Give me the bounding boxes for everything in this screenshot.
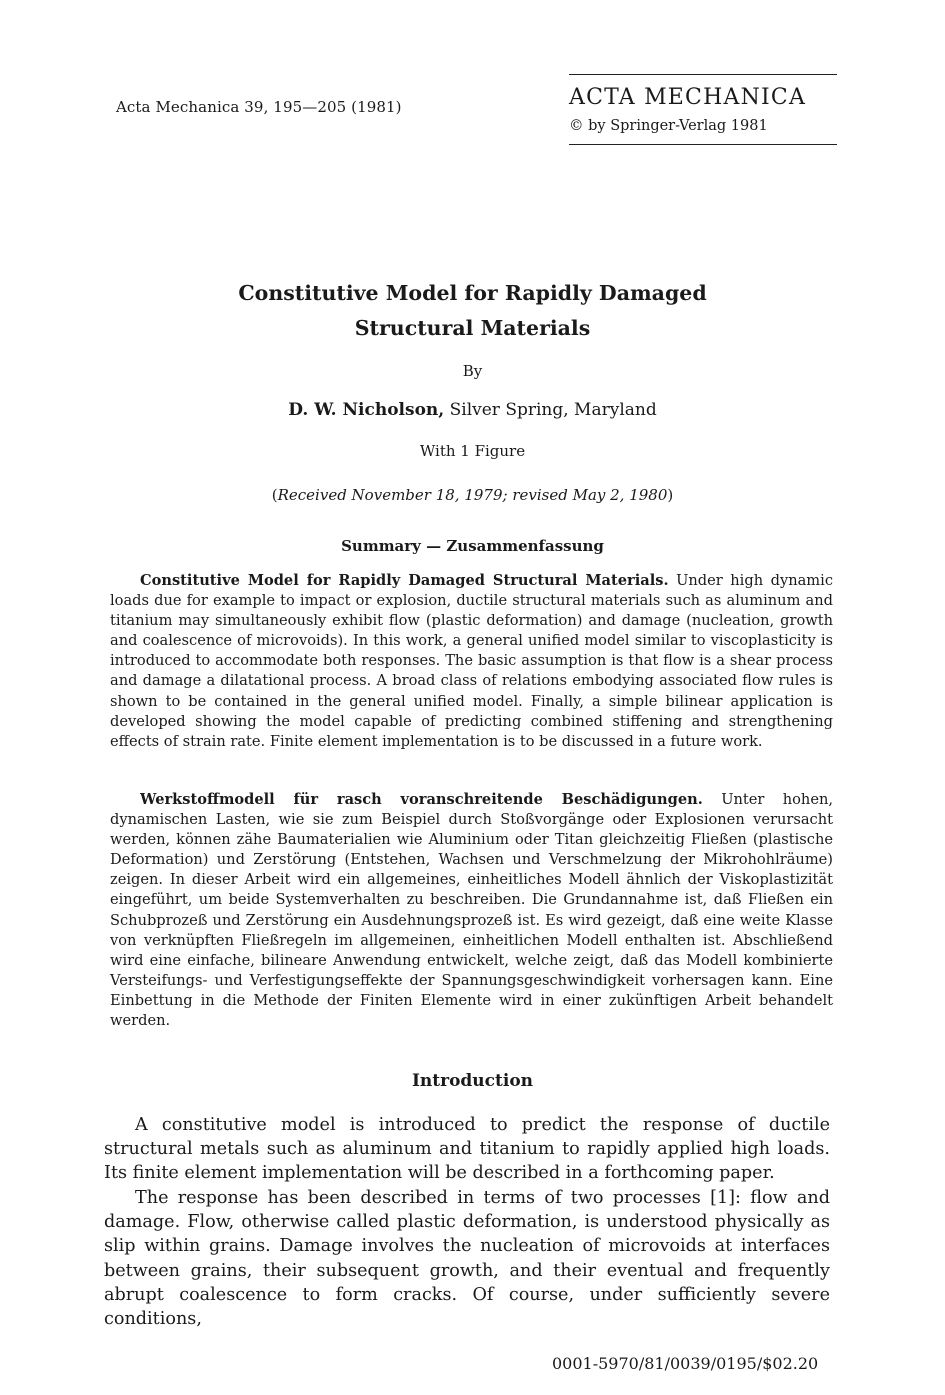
journal-masthead [569, 74, 837, 145]
german-abstract [110, 790, 833, 1031]
journal-citation: Acta Mechanica 39, 195—205 (1981) [116, 98, 402, 116]
author-location: Silver Spring, Maryland [444, 400, 657, 420]
introduction-paragraph-1: A constitutive model is introduced to predict the response of ductile structural metals such as aluminum and titanium to rapidly applied high loads. Its finite element implementation will be described in a forthcoming paper. [104, 1115, 830, 1184]
paper-title-line-1: Constitutive Model for Rapidly Damaged [238, 281, 707, 305]
english-abstract-title: Constitutive Model for Rapidly Damaged Structural Materials. [140, 572, 669, 589]
author-line [0, 400, 945, 420]
author-name: D. W. Nicholson, [288, 400, 445, 420]
received-open-paren: ( [271, 486, 278, 504]
journal-name: ACTA MECHANICA [569, 85, 807, 110]
summary-heading: Summary — Zusammenfassung [341, 537, 604, 555]
paper-title-line-2: Structural Materials [354, 316, 591, 340]
received-close-paren: ) [667, 486, 674, 504]
introduction-paragraph-2: The response has been described in terms of two processes [1]: flow and damage. Flow, otherwise called plastic deformation, is understood physically as slip within grains. Damage involves the nucleation of microvoids at interfaces between grains, their subsequent growth, and their eventual and frequently abrupt coalescence to form cracks. Of course, under sufficiently severe conditions, [104, 1188, 830, 1330]
received-dates [0, 486, 945, 504]
received-text: Received November 18, 1979; revised May 2, 1980 [277, 486, 668, 504]
german-abstract-text: Unter hohen, dynamischen Lasten, wie sie zum Beispiel durch Stoßvorgänge oder Explosionen verursacht werden, können zähe Baumaterialien wie Aluminium oder Titan gleichzeitig Fließen (plastische Deformation) und Zerstörung (Entstehen, Wachsen und Verschmelzung der Mikrohohlräume) zeigen. In dieser Arbeit wird ein allgemeines, einheitliches Modell ähnlich der Viskoplastizität eingeführt, um beide Systemverhalten zu beschreiben. Die Grundannahme ist, daß Fließen ein Schubprozeß und Zerstörung ein Ausdehnungsprozeß ist. Es wird gezeigt, daß eine weite Klasse von verknüpften Fließregeln im allgemeinen, einheitlichen Modell enthalten ist. Abschließend wird eine einfache, bilineare Anwendung entwickelt, welche zeigt, daß das Modell kombinierte Versteifungs- und Verfestigungseffekte der Spannungsgeschwindigkeit vorhersagen kann. Eine Einbettung in die Methode der Finiten Elemente wird in einer zukünftigen Arbeit behandelt werden. [110, 791, 833, 1030]
german-abstract-title: Werkstoffmodell für rasch voranschreitende Beschädigungen. [140, 791, 703, 808]
figure-count: With 1 Figure [419, 442, 526, 460]
article-code: 0001-5970/81/0039/0195/$02.20 [552, 1354, 819, 1373]
introduction-heading: Introduction [411, 1071, 534, 1091]
by-line: By [462, 362, 483, 380]
english-abstract-text: Under high dynamic loads due for example to impact or explosion, ductile structural materials such as aluminum and titanium may simultaneously exhibit flow (plastic deformation) and damage (nucleation, growth and coalescence of microvoids). In this work, a general unified model similar to viscoplasticity is introduced to accommodate both responses. The basic assumption is that flow is a shear process and damage a dilatational process. A broad class of relations embodying associated flow rules is shown to be contained in the general unified model. Finally, a simple bilinear application is developed showing the model capable of predicting combined stiffening and strengthening effects of strain rate. Finite element implementation is to be discussed in a future work. [110, 572, 833, 750]
copyright-notice: © by Springer-Verlag 1981 [569, 118, 768, 134]
english-abstract [110, 571, 833, 752]
